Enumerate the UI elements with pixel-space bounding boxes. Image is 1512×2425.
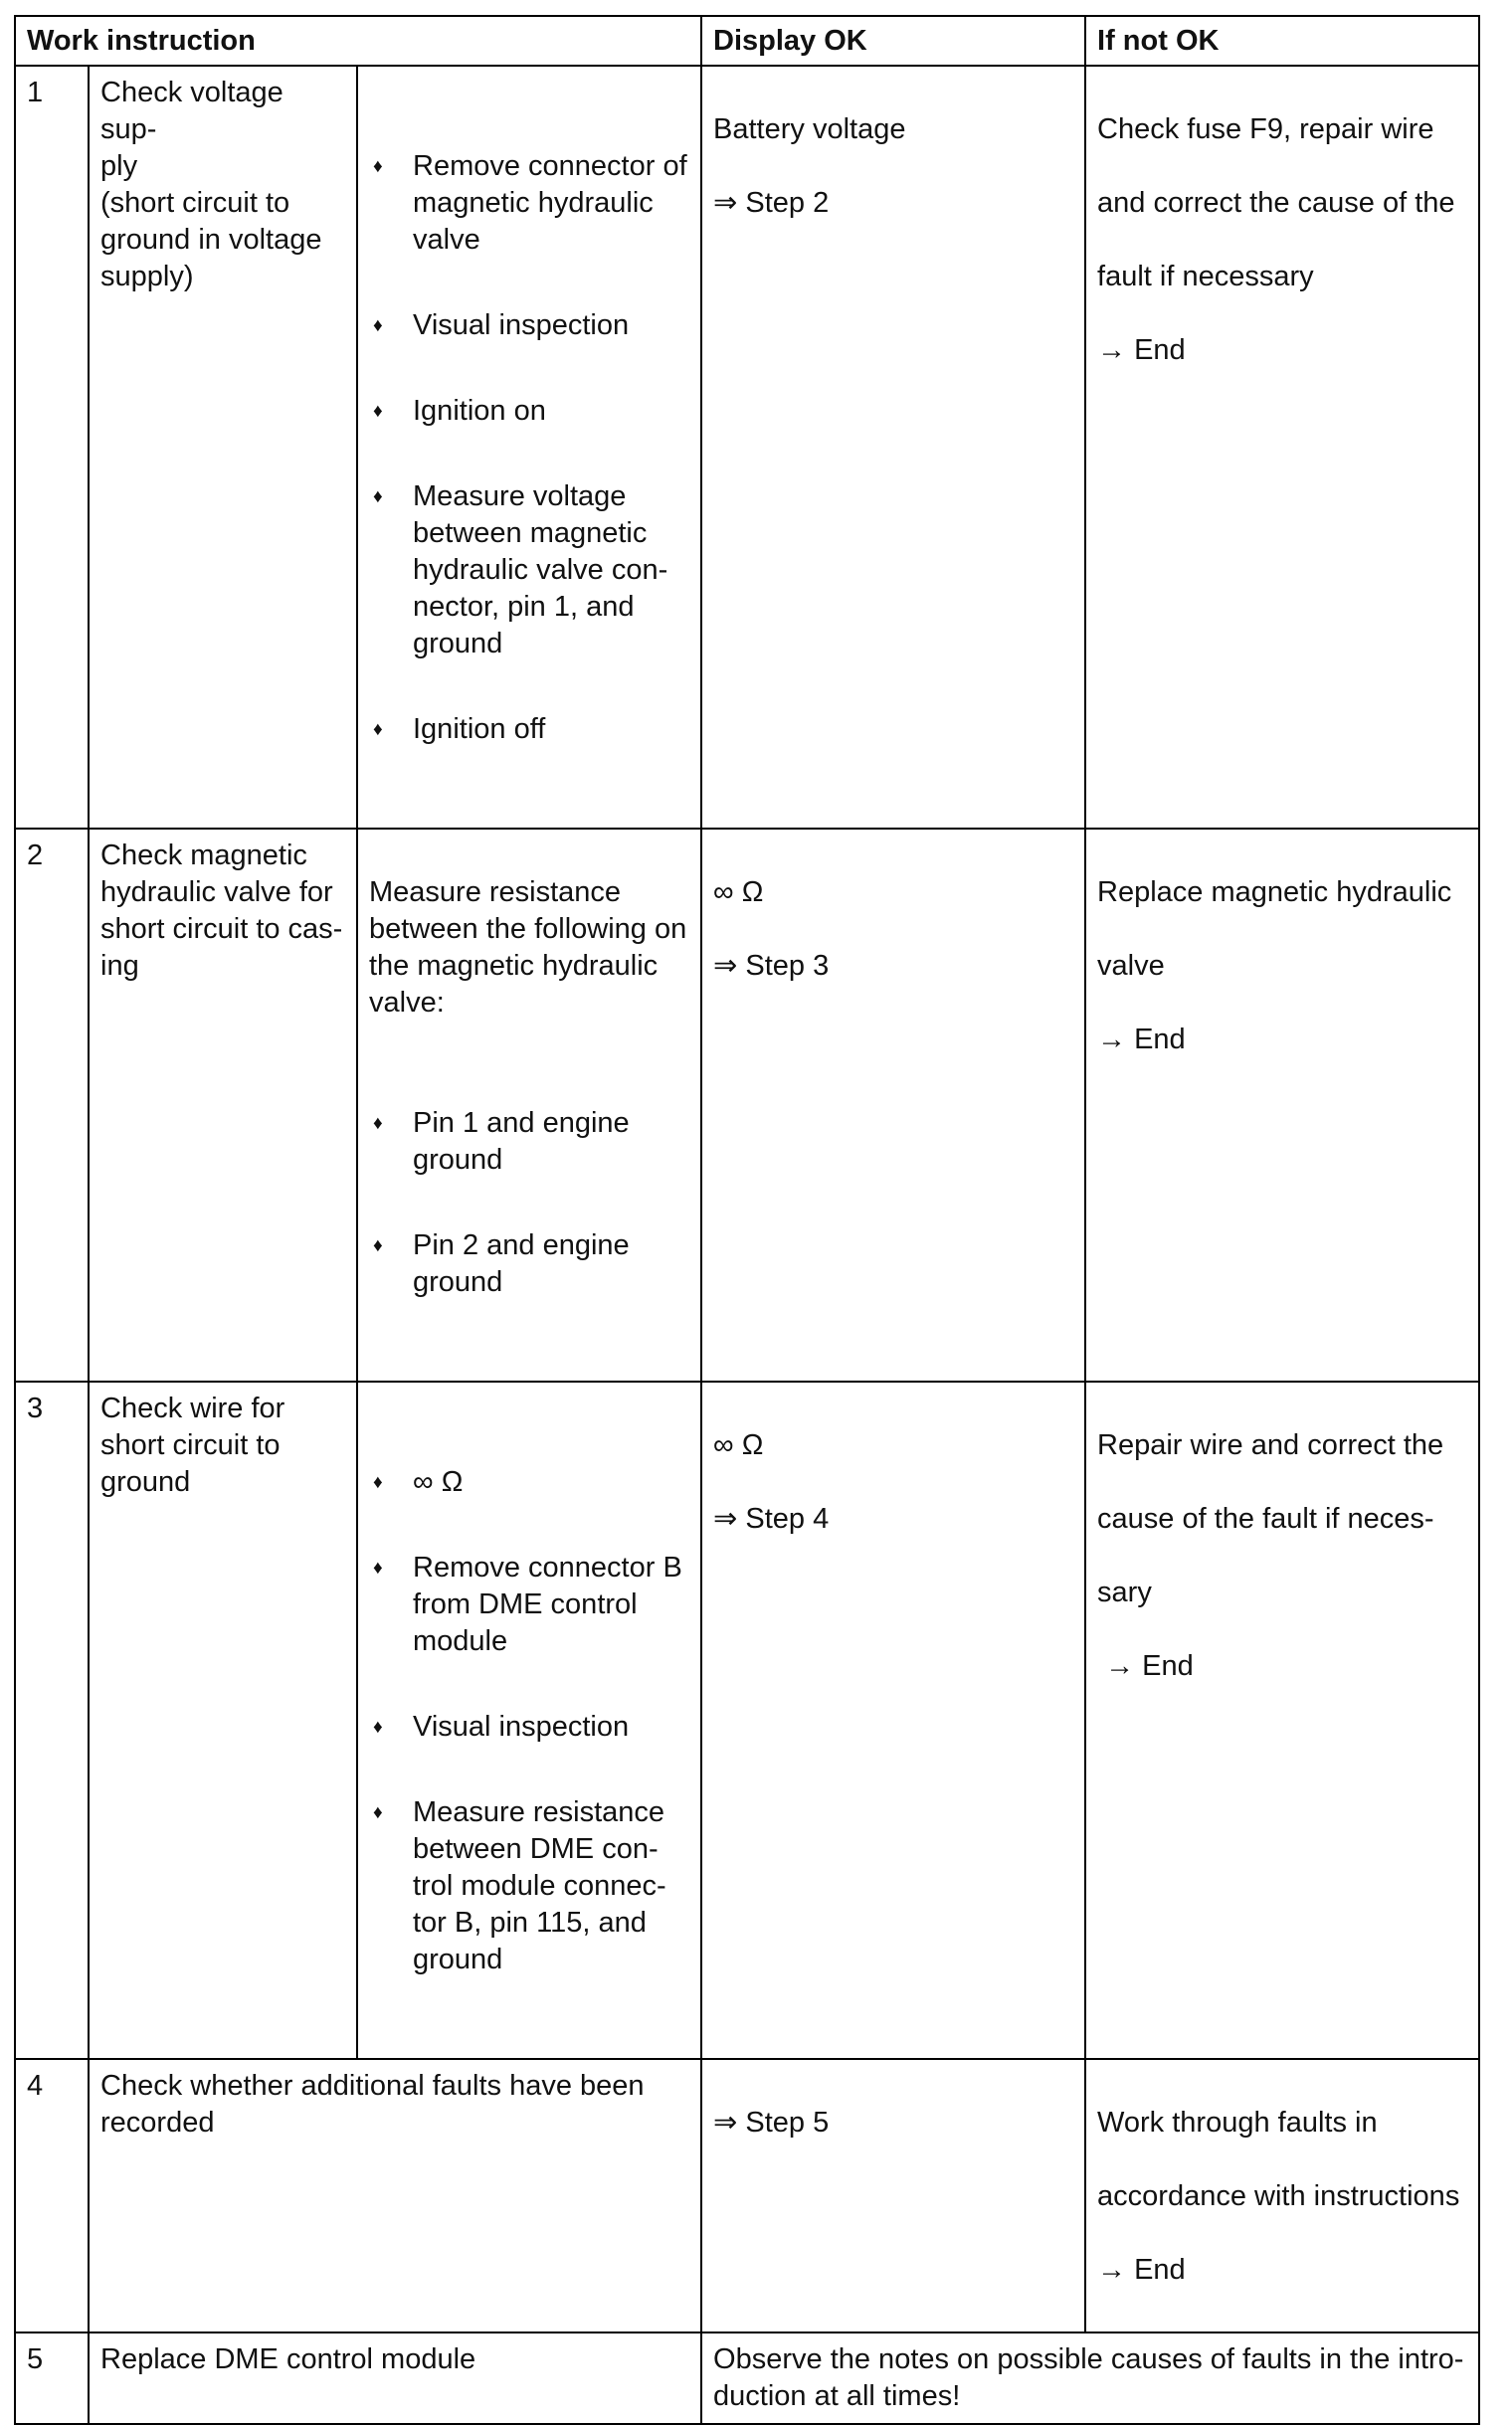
diamond-bullet-icon: ♦ [373, 156, 383, 177]
diamond-bullet-icon: ♦ [373, 719, 383, 740]
check-description: Check voltage sup- ply (short circuit to ground in voltage supply) [89, 66, 357, 829]
check-description: Check whether additional faults have been recorded [89, 2059, 701, 2332]
remedy-text: Repair wire and correct the [1097, 1429, 1444, 1461]
if-not-ok-cell [1085, 66, 1479, 829]
display-ok-cell [701, 2059, 1085, 2332]
action-text: Ignition off [413, 713, 546, 745]
action-text: Measure voltage between magnetic hydraulic valve con- nector, pin 1, and ground [413, 480, 668, 659]
display-ok-cell [701, 1382, 1085, 2059]
action-list [369, 111, 690, 785]
action-text: Remove connector of magnetic hydraulic valve [413, 150, 687, 256]
table-row [15, 1382, 1479, 2059]
remedy-text: sary [1097, 1577, 1152, 1608]
end-text: → End [1097, 334, 1186, 366]
work-instruction-table [14, 15, 1480, 2425]
check-description: Replace DME control module [89, 2332, 701, 2424]
action-intro: Measure resistance between the following on the magnetic hydraulic valve: [369, 876, 687, 1019]
action-cell [357, 1382, 701, 2059]
action-text: Remove connector B from DME control module [413, 1552, 682, 1657]
action-item [369, 1105, 690, 1179]
header-row [15, 16, 1479, 66]
action-item [369, 1550, 690, 1660]
action-item [369, 1794, 690, 1978]
remedy-text: valve [1097, 950, 1165, 982]
header-work-instruction: Work instruction [15, 16, 701, 66]
action-item [369, 393, 690, 430]
diamond-bullet-icon: ♦ [373, 1472, 383, 1493]
step-number: 2 [15, 829, 89, 1382]
step-number: 4 [15, 2059, 89, 2332]
action-text: Pin 1 and engine ground [413, 1107, 630, 1176]
action-text: Pin 2 and engine ground [413, 1229, 630, 1298]
action-text: ∞ Ω [413, 1466, 464, 1498]
remedy-text: Work through faults in [1097, 2107, 1378, 2139]
remedy-text: and correct the cause of the [1097, 187, 1455, 219]
action-item [369, 307, 690, 344]
action-cell [357, 66, 701, 829]
if-not-ok-cell [1085, 2059, 1479, 2332]
diamond-bullet-icon: ♦ [373, 1235, 383, 1256]
diamond-bullet-icon: ♦ [373, 1717, 383, 1738]
action-item [369, 478, 690, 662]
diamond-bullet-icon: ♦ [373, 401, 383, 422]
if-not-ok-cell [1085, 1382, 1479, 2059]
diamond-bullet-icon: ♦ [373, 1113, 383, 1134]
action-list [369, 1068, 690, 1338]
end-text: → End [1097, 1650, 1194, 1682]
step-number: 1 [15, 66, 89, 829]
diamond-bullet-icon: ♦ [373, 1558, 383, 1579]
next-step-text: ⇒ Step 2 [713, 187, 830, 219]
header-display-ok: Display OK [701, 16, 1085, 66]
remedy-text: Check fuse F9, repair wire [1097, 113, 1434, 145]
action-text: Measure resistance between DME con- trol module connec- tor B, pin 115, and ground [413, 1796, 666, 1975]
display-ok-text: ∞ Ω [713, 876, 764, 908]
table-row [15, 66, 1479, 829]
next-step-text: ⇒ Step 3 [713, 950, 830, 982]
diamond-bullet-icon: ♦ [373, 486, 383, 507]
action-item [369, 1227, 690, 1301]
check-description: Check wire for short circuit to ground [89, 1382, 357, 2059]
diamond-bullet-icon: ♦ [373, 315, 383, 336]
end-text: → End [1097, 2254, 1186, 2286]
action-item [369, 1709, 690, 1746]
remedy-text: cause of the fault if neces- [1097, 1503, 1434, 1535]
display-ok-cell [701, 829, 1085, 1382]
action-text: Ignition on [413, 395, 546, 427]
end-text: → End [1097, 1024, 1186, 1055]
next-step-text: ⇒ Step 4 [713, 1503, 830, 1535]
action-item [369, 1464, 690, 1501]
action-text: Visual inspection [413, 309, 630, 341]
step-number: 3 [15, 1382, 89, 2059]
check-description: Check magnetic hydraulic valve for short circuit to cas- ing [89, 829, 357, 1382]
table-row [15, 2332, 1479, 2424]
action-item [369, 711, 690, 748]
remedy-text: fault if necessary [1097, 261, 1314, 292]
display-ok-cell [701, 66, 1085, 829]
note-cell: Observe the notes on possible causes of faults in the intro- duction at all times! [701, 2332, 1479, 2424]
display-ok-text: Battery voltage [713, 113, 906, 145]
if-not-ok-cell [1085, 829, 1479, 1382]
remedy-text: Replace magnetic hydraulic [1097, 876, 1452, 908]
table-row [15, 829, 1479, 1382]
diamond-bullet-icon: ♦ [373, 1802, 383, 1823]
action-list [369, 1427, 690, 2015]
next-step-text: ⇒ Step 5 [713, 2107, 830, 2139]
remedy-text: accordance with instructions [1097, 2180, 1460, 2212]
table-row [15, 2059, 1479, 2332]
action-item [369, 148, 690, 259]
action-text: Visual inspection [413, 1711, 630, 1743]
display-ok-text: ∞ Ω [713, 1429, 764, 1461]
step-number: 5 [15, 2332, 89, 2424]
action-cell [357, 829, 701, 1382]
header-if-not-ok: If not OK [1085, 16, 1479, 66]
